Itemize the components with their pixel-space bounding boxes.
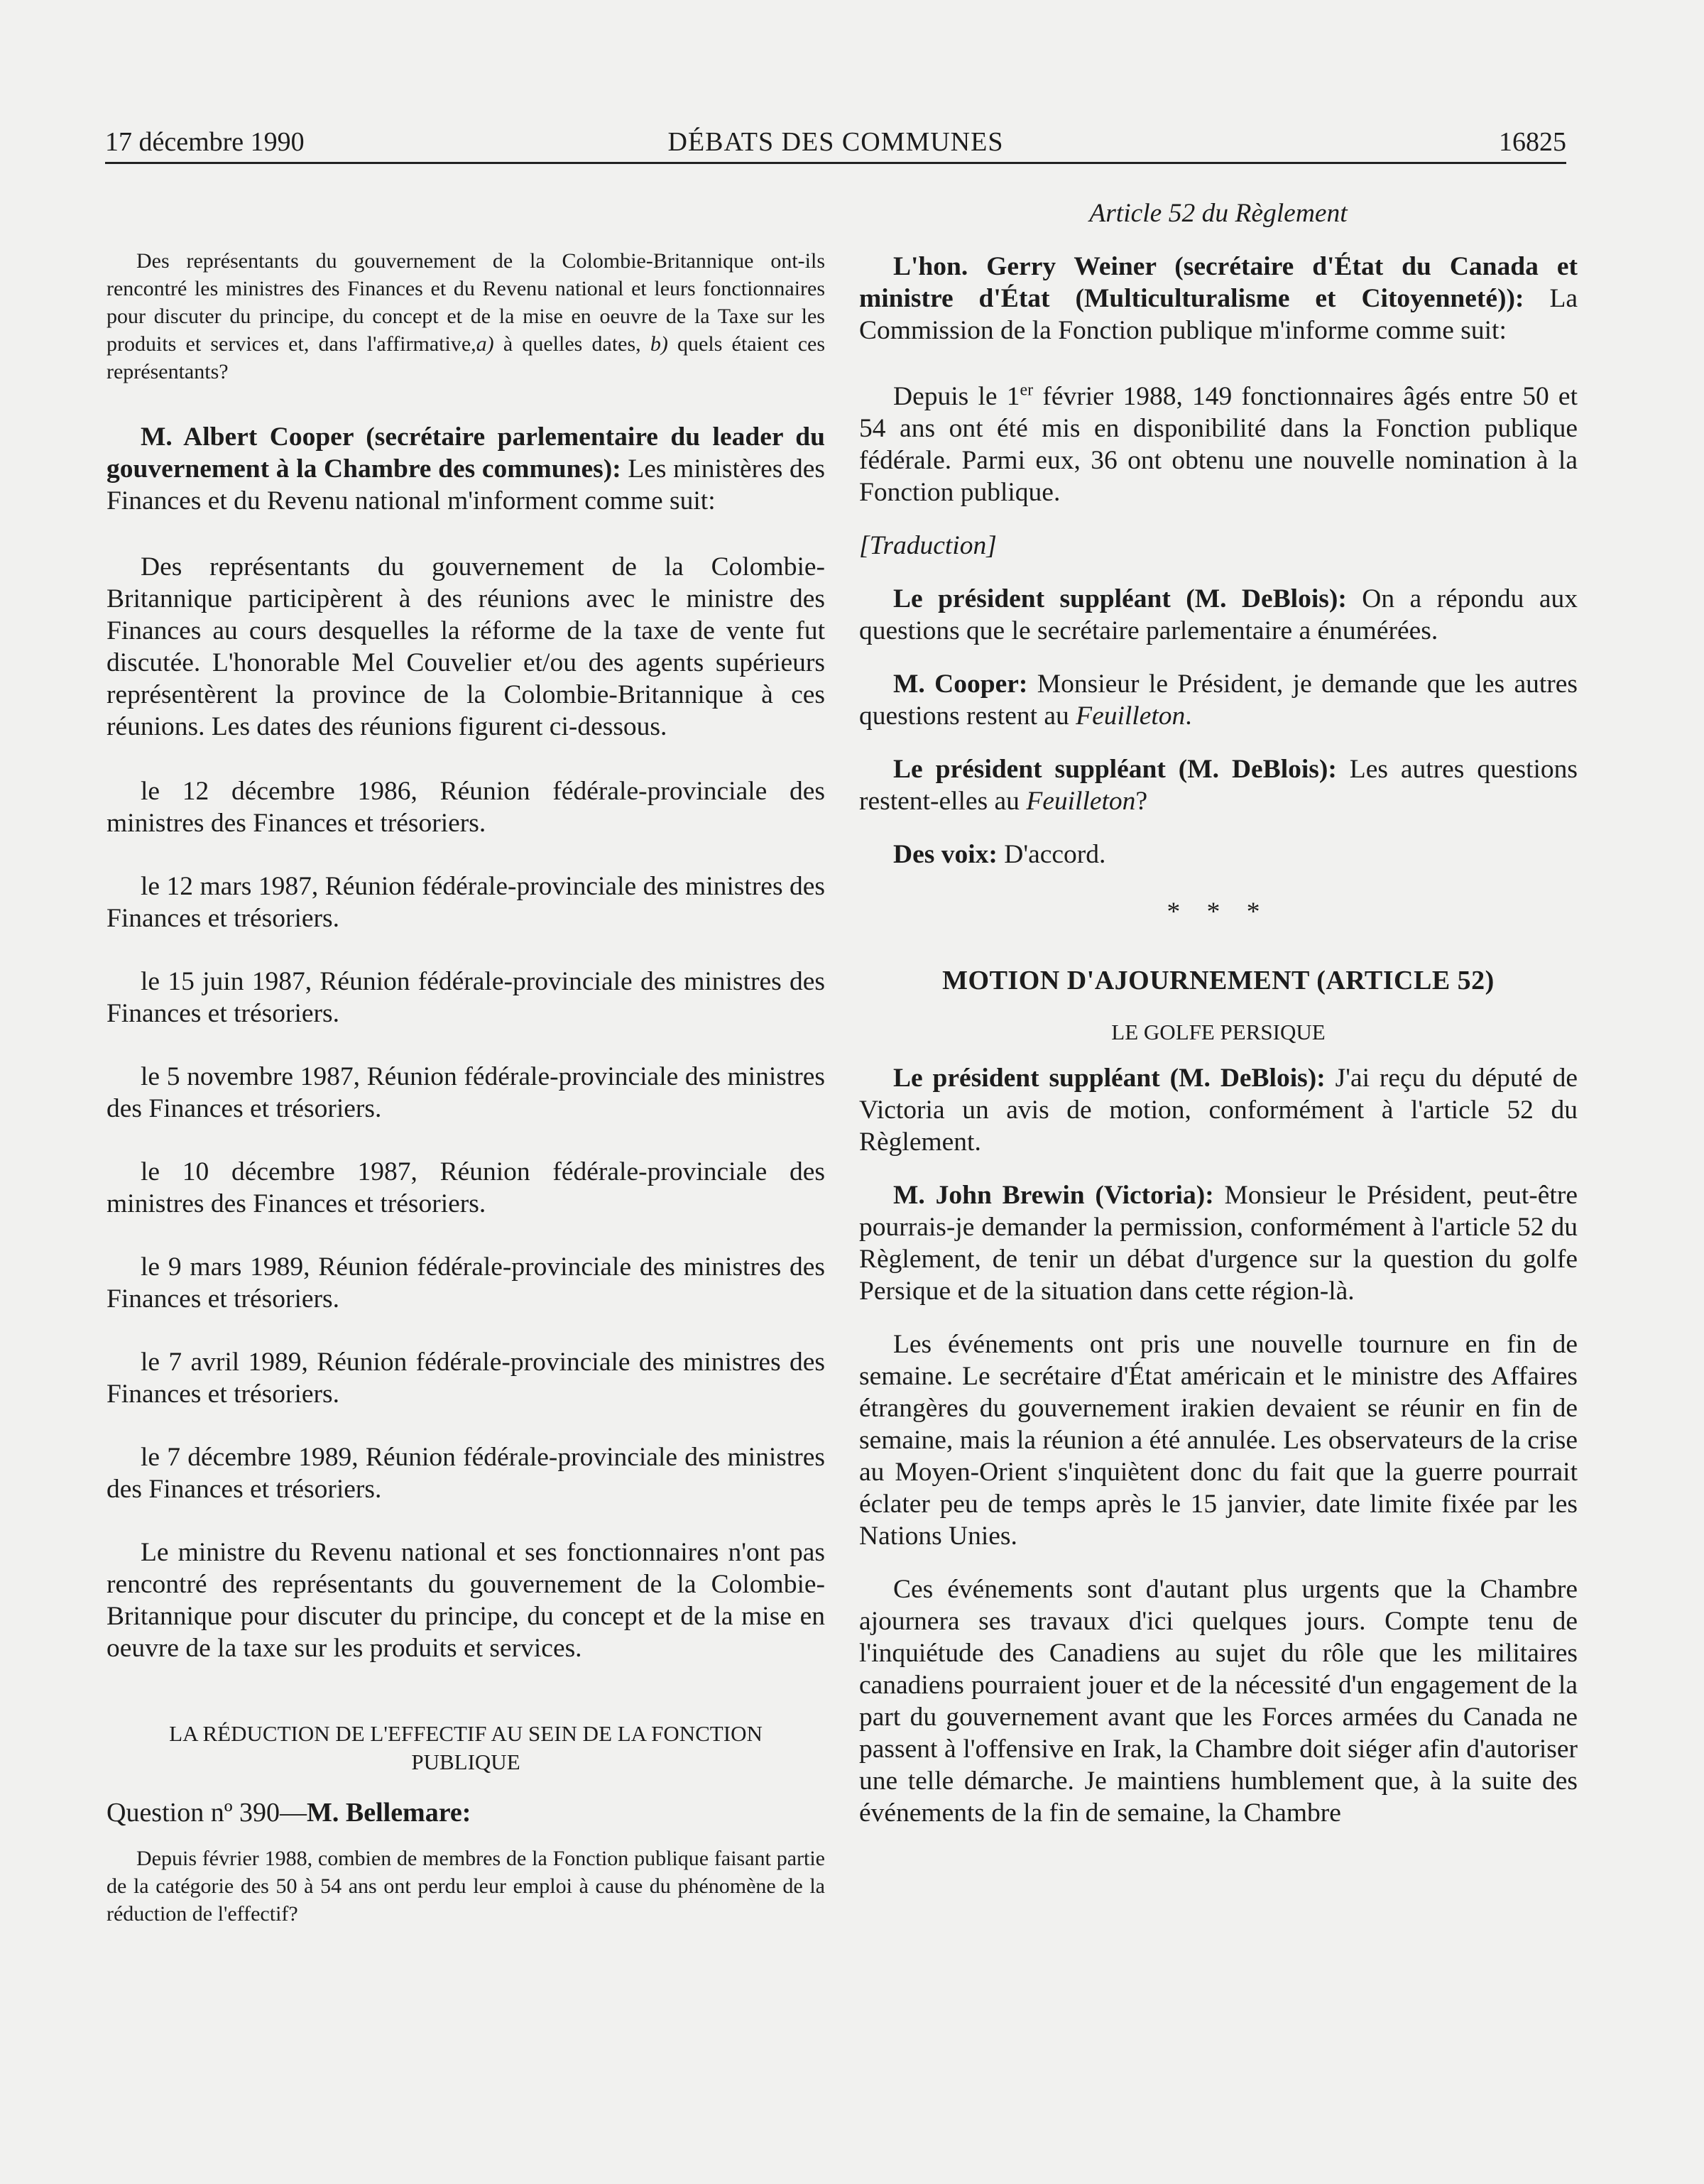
urgent-paragraph: Ces événements sont d'autant plus urgents que la Chambre ajournera ses travaux d'ici quelques jours. Compte tenu de l'inquiétude des Canadiens au sujet du rôle que les militaires canadiens pourraient jouer et de la nécessité d'un engagement de la part du gouvernement avant que les Forces armées du Canada ne passent à l'offensive en Irak, la Chambre doit siéger afin d'autoriser une telle démarche. Je maintiens humblement que, à la suite des événements de la fin de semaine, la Chambre: [859, 1575, 1578, 1828]
meeting-item: le 9 mars 1989, Réunion fédérale-provinciale des ministres des Finances et trésoriers.: [106, 1252, 825, 1314]
header-rule: [105, 162, 1566, 164]
meeting-item: le 5 novembre 1987, Réunion fédérale-provinciale des ministres des Finances et trésoriers.: [106, 1062, 825, 1123]
motion-heading: MOTION D'AJOURNEMENT (ARTICLE 52): [942, 966, 1495, 995]
right-column: [859, 192, 1578, 1829]
answer-intro: Des représentants du gouvernement de la Colombie-Britannique participèrent à des réunions avec le ministre des Finances au cours desquelles la réforme de la taxe de vente fut discutée. L'honorable Mel Couvelier et/ou des agents supérieurs représentèrent la province de la Colombie-Britannique à ces réunions. Les dates des réunions figurent ci-dessous.: [106, 552, 825, 741]
question-heading: [106, 1796, 825, 1829]
translation-tag: [Traduction]: [859, 531, 997, 560]
cooper-text: Les ministères des Finances et du Revenu national m'informent comme suit:: [106, 454, 825, 515]
cooper-speaker: M. Albert Cooper (secrétaire parlementaire du leader du gouvernement à la Chambre des communes):: [106, 422, 825, 484]
golfe-heading: LE GOLFE PERSIQUE: [1111, 1020, 1326, 1044]
brewin-speech: [859, 1179, 1578, 1307]
weiner-text: La Commission de la Fonction publique m'informe comme suit:: [859, 284, 1578, 345]
voix-speaker: Des voix:: [893, 840, 998, 869]
meeting-item: le 15 juin 1987, Réunion fédérale-provinciale des ministres des Finances et trésoriers.: [106, 967, 825, 1028]
cooper2-text: Monsieur le Président, je demande que les autres questions restent au: [859, 670, 1578, 731]
section-title: LA RÉDUCTION DE L'EFFECTIF AU SEIN DE LA FONCTION PUBLIQUE: [169, 1721, 763, 1774]
weiner-answer: [859, 381, 1578, 508]
cooper-response: [106, 421, 825, 517]
president2-speaker: Le président suppléant (M. DeBlois):: [893, 755, 1337, 784]
president-speaker: Le président suppléant (M. DeBlois):: [893, 584, 1347, 613]
brewin-speaker: M. John Brewin (Victoria):: [893, 1181, 1214, 1210]
president2-text: Les autres questions restent-elles au: [859, 755, 1578, 816]
question-author: M. Bellemare:: [307, 1798, 471, 1828]
answer-sup: er: [1020, 381, 1034, 400]
question-text: Des représentants du gouvernement de la Colombie-Britannique ont-ils rencontré les ministres des Finances et du Revenu national et leurs fonctionnaires pour discuter du principe, du concept et de la mise en oeuvre de la Taxe sur les produits et services et, dans l'affirmative,: [106, 249, 825, 356]
written-question: [106, 247, 825, 386]
brewin-text: Monsieur le Président, peut-être pourrais-je demander la permission, conformément à l'article 52 du Règlement, de tenir un débat d'urgence sur la question du golfe Persique et de la situation dans cette région-là.: [859, 1181, 1578, 1306]
events-paragraph: Les événements ont pris une nouvelle tournure en fin de semaine. Le secrétaire d'État américain et le ministre des Affaires étrangères du gouvernement irakien devaient se réunir en fin de semaine, mais la réunion a été annulée. Les observateurs de la crise au Moyen-Orient s'inquiètent donc du fait que la guerre pourrait éclater peu de temps après le 15 janvier, date limite fixée par les Nations Unies.: [859, 1330, 1578, 1551]
feuilleton-1: Feuilleton: [1076, 701, 1186, 731]
question-390-text: Depuis février 1988, combien de membres de la Fonction publique faisant partie de la catégorie des 50 à 54 ans ont perdu leur emploi à cause du phénomène de la réduction de l'effectif?: [106, 1847, 825, 1926]
president-remark-1: [859, 583, 1578, 647]
left-column: [106, 192, 825, 1928]
question-label: Question nº 390—: [106, 1798, 307, 1828]
question-mid: à quelles dates,: [493, 332, 641, 356]
answer-post: février 1988, 149 fonctionnaires âgés entre 50 et 54 ans ont été mis en disponibilité dans la Fonction publique fédérale. Parmi eux, 36 ont obtenu une nouvelle nomination à la Fonction publique.: [859, 382, 1578, 507]
header-date: 17 décembre 1990: [105, 127, 305, 157]
section-separator: * * *: [1167, 897, 1270, 927]
header-page-number: 16825: [1499, 127, 1566, 157]
president-remark-2: Le président suppléant (M. DeBlois): Les autres questions restent-elles au Feuilleton?: [859, 755, 1578, 816]
meeting-item: le 10 décembre 1987, Réunion fédérale-provinciale des ministres des Finances et trésoriers.: [106, 1157, 825, 1218]
meeting-item: le 7 avril 1989, Réunion fédérale-provinciale des ministres des Finances et trésoriers.: [106, 1348, 825, 1409]
president-text: On a répondu aux questions que le secrétaire parlementaire a énumérées.: [859, 584, 1578, 645]
president3-text: J'ai reçu du député de Victoria un avis de motion, conformément à l'article 52 du Règlement.: [859, 1064, 1578, 1157]
cooper-request: M. Cooper: Monsieur le Président, je demande que les autres questions restent au Feuilleton.: [859, 670, 1578, 731]
header-title: DÉBATS DES COMMUNES: [667, 127, 1004, 157]
cooper2-speaker: M. Cooper:: [893, 670, 1028, 699]
answer-pre: Depuis le 1: [893, 382, 1020, 411]
president3-speaker: Le président suppléant (M. DeBlois):: [893, 1064, 1326, 1093]
meeting-item: le 7 décembre 1989, Réunion fédérale-provinciale des ministres des Finances et trésoriers.: [106, 1443, 825, 1504]
president-remark-3: [859, 1062, 1578, 1158]
question-a-label: a): [476, 332, 494, 356]
weiner-speaker: L'hon. Gerry Weiner (secrétaire d'État du Canada et ministre d'État (Multiculturalisme et Citoyenneté)):: [859, 252, 1578, 313]
meeting-item: le 12 décembre 1986, Réunion fédérale-provinciale des ministres des Finances et trésoriers.: [106, 777, 825, 838]
voix-text: D'accord.: [997, 840, 1106, 869]
page-header: [105, 122, 1566, 162]
feuilleton-2: Feuilleton: [1026, 787, 1136, 816]
question-b-label: b): [650, 332, 668, 356]
article-heading: Article 52 du Règlement: [1089, 199, 1348, 228]
voices-remark: [859, 839, 1578, 870]
weiner-response: [859, 251, 1578, 346]
revenue-paragraph: Le ministre du Revenu national et ses fonctionnaires n'ont pas rencontré des représentants du gouvernement de la Colombie-Britannique pour discuter du principe, du concept et de la mise en oeuvre de la taxe sur les produits et services.: [106, 1538, 825, 1663]
question-end: quels étaient ces représentants?: [106, 332, 826, 383]
meeting-item: le 12 mars 1987, Réunion fédérale-provinciale des ministres des Finances et trésoriers.: [106, 872, 825, 933]
